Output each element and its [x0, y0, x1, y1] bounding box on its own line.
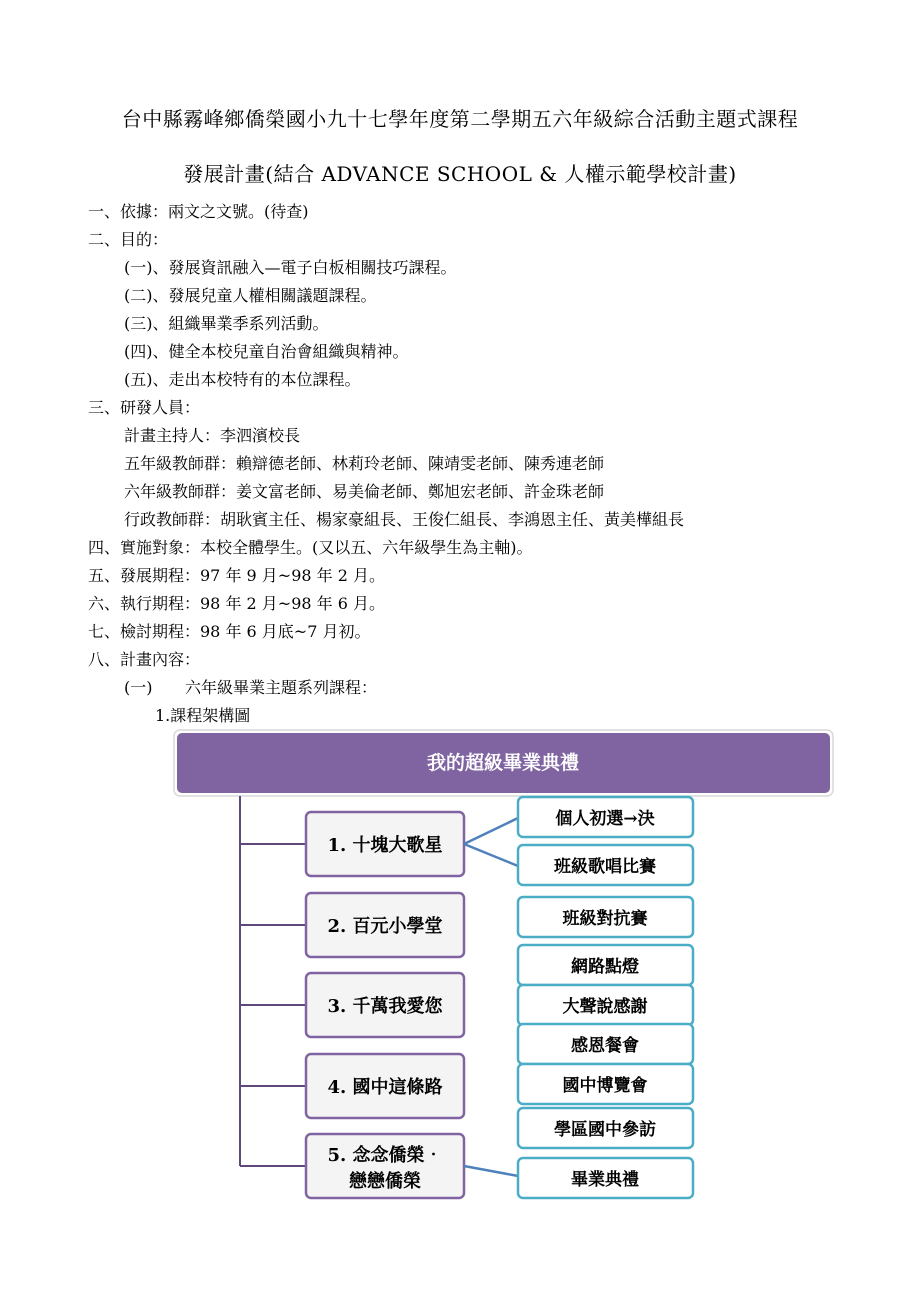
activity-label: 大聲說感謝 [562, 997, 648, 1017]
activity-connector [464, 844, 518, 866]
branch-label: 3. 千萬我愛您 [327, 996, 443, 1017]
section-exec-period: 六、執行期程：98 年 2 月~98 年 6 月。 [88, 594, 386, 613]
branch-label: 4. 國中這條路 [327, 1077, 443, 1098]
root-title: 我的超級畢業典禮 [426, 752, 580, 774]
purpose-item: (一)、發展資訊融入—電子白板相關技巧課程。 [124, 258, 457, 277]
staff-item: 計畫主持人：李泗濱校長 [124, 426, 301, 445]
section-purpose: 二、目的： [88, 230, 169, 249]
branch-label-line2: 戀戀僑榮 [349, 1171, 421, 1192]
branch-label: 2. 百元小學堂 [327, 916, 443, 937]
purpose-item: (四)、健全本校兒童自治會組織與精神。 [124, 342, 409, 361]
section-dev-period: 五、發展期程：97 年 9 月~98 年 2 月。 [88, 566, 386, 585]
section-staff: 三、研發人員： [88, 398, 201, 417]
activity-connector [464, 818, 518, 844]
document-title-line2: 發展計畫(結合 ADVANCE SCHOOL & 人權示範學校計畫) [183, 162, 737, 186]
content-sub-title: 六年級畢業主題系列課程： [185, 678, 378, 697]
staff-item: 六年級教師群：姜文富老師、易美倫老師、鄭旭宏老師、許金珠老師 [124, 482, 605, 501]
activity-label: 網路點燈 [571, 957, 639, 977]
activity-label: 學區國中參訪 [554, 1120, 656, 1140]
activity-label: 班級對抗賽 [562, 909, 648, 929]
branch-label-line1: 5. 念念僑榮‧ [327, 1145, 443, 1166]
purpose-item: (三)、組織畢業季系列活動。 [124, 314, 329, 333]
staff-item: 行政教師群：胡耿賓主任、楊家豪組長、王俊仁組長、李鴻恩主任、黃美樺組長 [124, 510, 685, 529]
activity-label: 班級歌唱比賽 [554, 857, 656, 877]
activity-label: 感恩餐會 [571, 1036, 639, 1056]
activity-connector [464, 1166, 518, 1176]
staff-item: 五年級教師群：賴辯德老師、林莉玲老師、陳靖雯老師、陳秀連老師 [124, 454, 605, 473]
activity-label: 國中博覽會 [562, 1076, 648, 1096]
purpose-item: (五)、走出本校特有的本位課程。 [124, 370, 361, 389]
section-content: 八、計畫內容： [88, 650, 201, 669]
branch-label: 1. 十塊大歌星 [327, 835, 443, 856]
document-title-line1: 台中縣霧峰鄉僑榮國小九十七學年度第二學期五六年級綜合活動主題式課程 [121, 107, 799, 131]
activity-label: 畢業典禮 [571, 1170, 639, 1190]
section-basis: 一、依據：兩文之文號。(待查) [88, 202, 309, 221]
section-target: 四、實施對象：本校全體學生。(又以五、六年級學生為主軸)。 [88, 538, 533, 557]
section-review-period: 七、檢討期程：98 年 6 月底~7 月初。 [88, 622, 371, 641]
diagram-caption: 1.課程架構圖 [155, 706, 251, 725]
activity-label: 個人初選→決 [555, 809, 655, 829]
content-sub-number: (一) [124, 678, 153, 697]
purpose-item: (二)、發展兒童人權相關議題課程。 [124, 286, 377, 305]
